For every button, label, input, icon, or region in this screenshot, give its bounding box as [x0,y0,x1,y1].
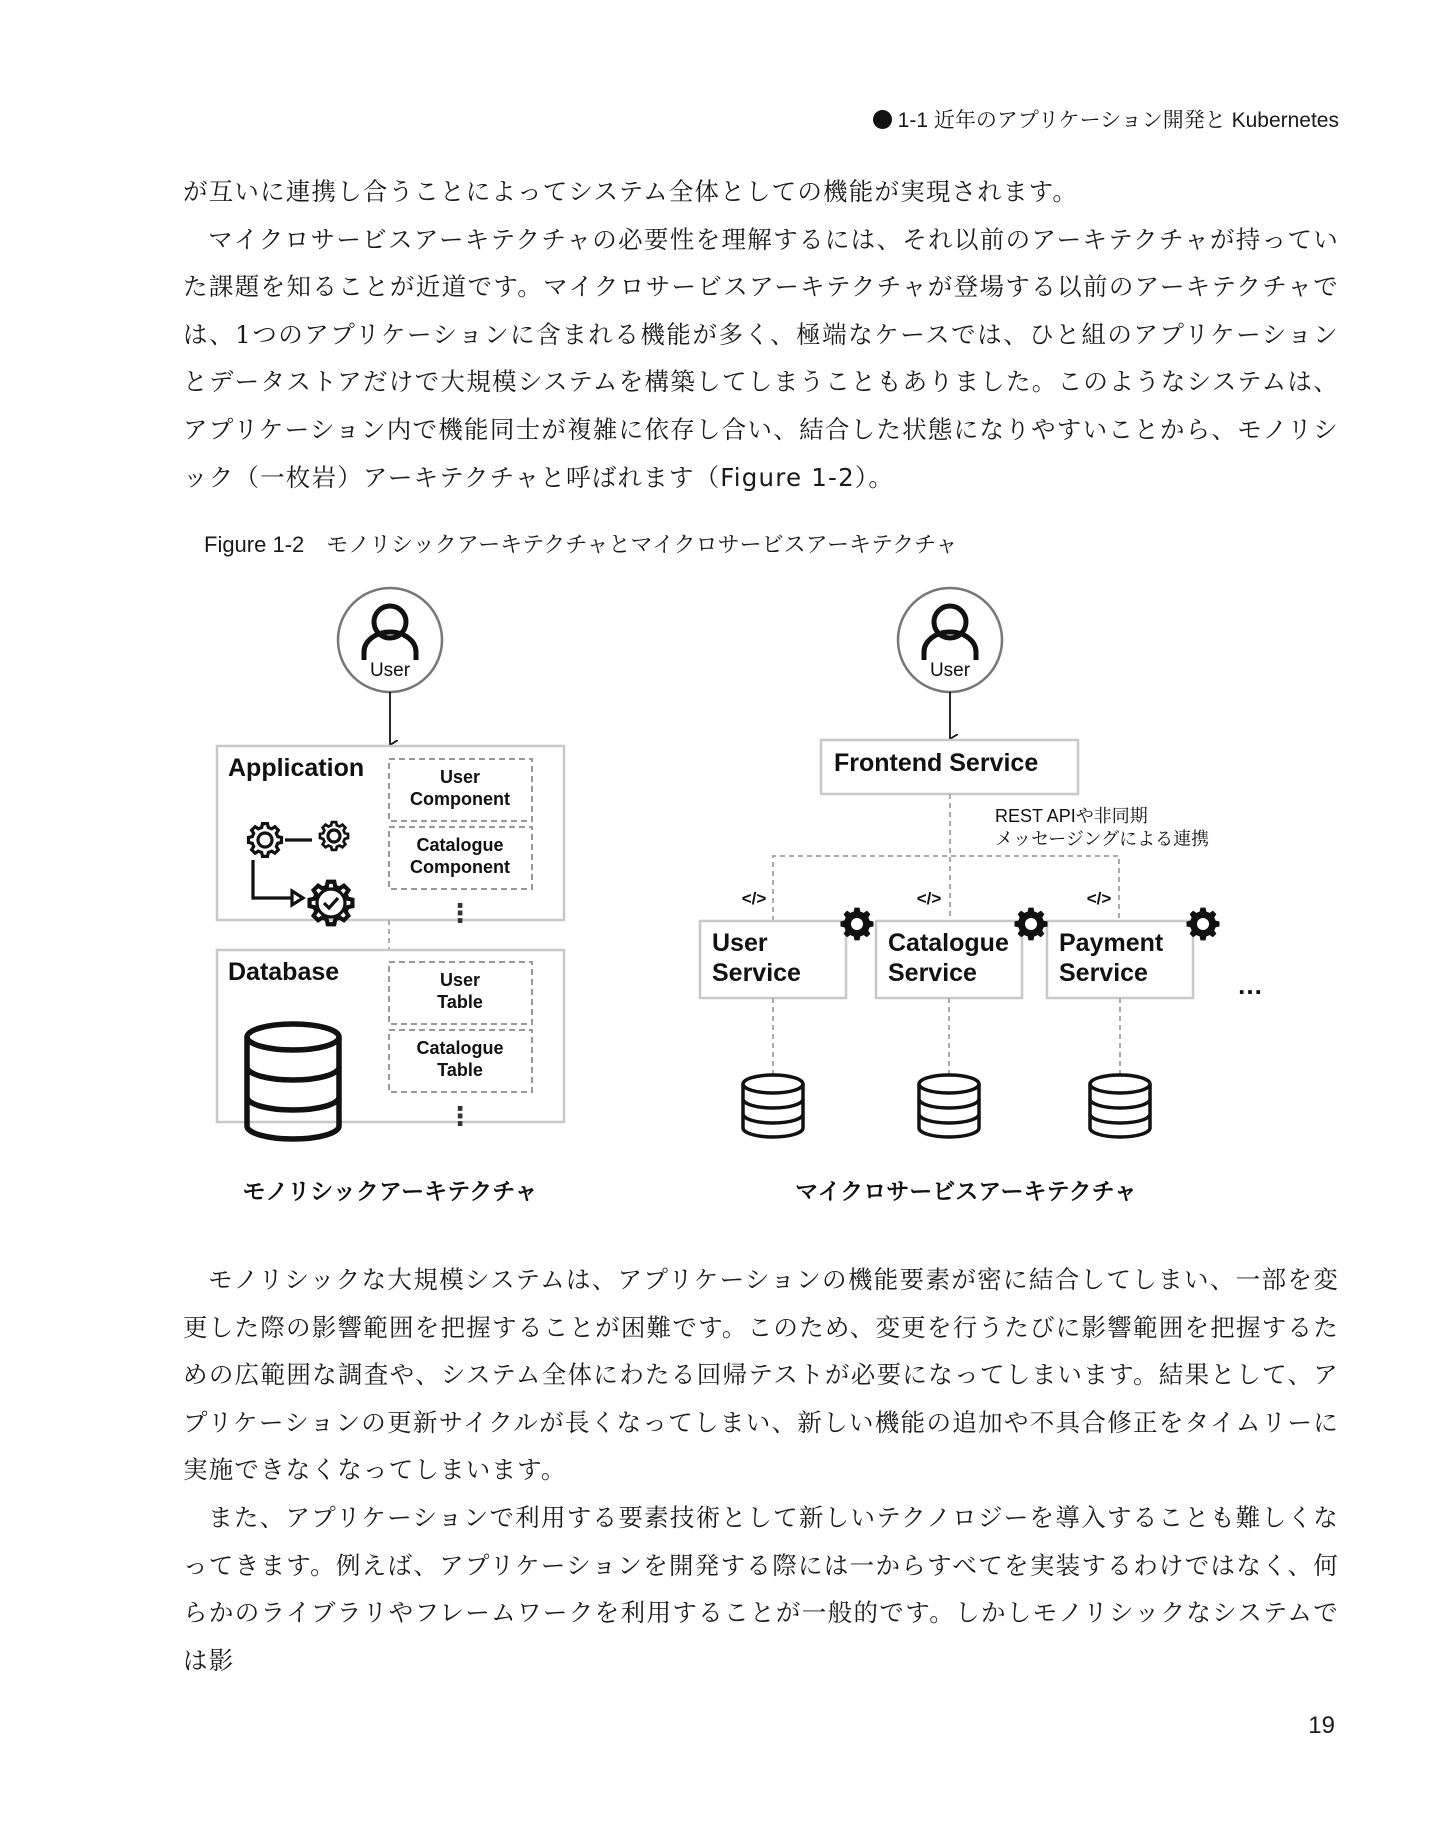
microservices-diagram [700,588,1263,1204]
payment-service-line2: Service [1059,959,1148,987]
page-number: 19 [1308,1712,1335,1739]
user-table-line1: User Table [437,970,483,1012]
user-table [389,962,532,1024]
link-note-line1: REST APIや非同期 [995,806,1148,826]
paragraph-4-text: また、アプリケーションで利用する要素技術として新しいテクノロジーを導入することも難しくなってきます。例えば、アプリケーションを開発する際には一からすべてを実装するわけではなく、何らかのライブラリやフレームワークを利用することが一般的です。しかしモノリシックなシステムでは影 [183,1503,1339,1675]
payment-service-line1: Payment [1059,929,1164,957]
user-node-microservices [898,588,1002,692]
frontend-service-label: Frontend Service [834,749,1039,777]
monolithic-term: モノリシック（一枚岩）アーキテクチャ [183,414,1339,492]
database-icon [1090,1075,1150,1137]
user-service [700,921,846,998]
paragraph-1-text: が互いに連携し合うことによってシステム全体としての機能が実現されます。 [183,177,1079,206]
more-services-ellipsis: … [1237,970,1263,1000]
monolith-diagram [217,588,564,1204]
catalogue-component [389,827,532,889]
gear-icon [1187,908,1220,941]
application-label: Application [228,754,365,782]
user-label: User [929,660,971,681]
gear-icon [1015,908,1048,941]
catalogue-service [876,921,1022,998]
gear-icon [841,908,874,941]
catalogue-service-line2: Service [888,959,977,987]
user-component [389,759,532,821]
db-links [773,998,1120,1078]
user-service-line1: User [712,929,768,957]
paragraph-2-end: と呼ばれます [540,462,695,492]
table-ellipsis: ⋮ [447,1101,473,1131]
paragraph-3-text: モノリシックな大規模システムは、アプリケーションの機能要素が密に結合してしまい、一部を変更した際の影響範囲を把握することが困難です。このため、変更を行うたびに影響範囲を把握するための広範囲な調査や、システム全体にわたる回帰テストが必要になってしまいます。結果として、アプリケーションの更新サイクルが長くなってしまい、新しい機能の追加や不具合修正をタイムリーに実施できなくなってしまいます。 [183,1265,1339,1485]
catalogue-component-line1: Catalogue Component [410,835,510,877]
catalogue-table-line1: Catalogue Table [416,1038,504,1080]
figure-reference: （Figure 1-2）。 [694,462,895,492]
user-component-line1: User Component [410,767,510,809]
figure-label: Figure 1-2 [204,532,305,557]
paragraph-4 [183,1494,1339,1684]
database-icon [919,1075,979,1137]
payment-service [1047,921,1193,998]
code-icon: </> [741,889,767,908]
user-node-monolith [338,588,442,692]
running-head-text: 1-1 近年のアプリケーション開発と Kubernetes [897,109,1339,132]
catalogue-service-line1: Catalogue [888,929,1009,957]
microservices-caption: マイクロサービスアーキテクチャ [795,1178,1137,1204]
figure-title: モノリシックアーキテクチャとマイクロサービスアーキテクチャ [326,532,958,557]
paragraph-3 [183,1256,1339,1494]
component-ellipsis: ⋮ [447,898,473,928]
user-service-line2: Service [712,959,801,987]
database-label: Database [228,958,340,986]
user-label: User [369,660,411,681]
database-icon [743,1075,803,1137]
paragraph-2-text: マイクロサービスアーキテクチャの必要性を理解するには、それ以前のアーキテクチャが持っていた課題を知ることが近道です。マイクロサービスアーキテクチャが登場する以前のアーキテクチャでは、1つのアプリケーションに含まれる機能が多く、極端なケースでは、ひと組のアプリケーションとデータストアだけで大規模システムを構築してしまうこともありました。このようなシステムは、アプリケーション内で機能同士が複雑に依存し合い、結合した状態になりやすいことから、 [183,224,1339,444]
catalogue-table [389,1030,532,1092]
monolith-caption: モノリシックアーキテクチャ [242,1178,538,1204]
code-icon: </> [1086,889,1112,908]
code-icon: </> [916,889,942,908]
link-note-line2: メッセージングによる連携 [995,829,1210,849]
